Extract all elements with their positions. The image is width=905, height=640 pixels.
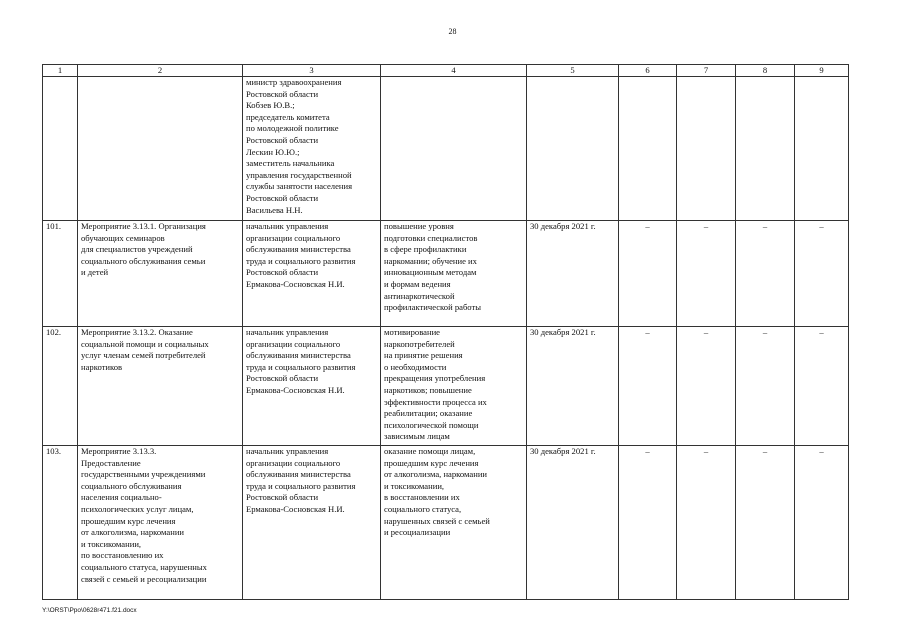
event-cell-line: прошедшим курс лечения: [81, 515, 176, 526]
col8-cell: –: [736, 221, 795, 327]
result-cell-line: нарушенных связей с семьей: [384, 515, 490, 526]
col7-cell: [677, 77, 736, 221]
col8-cell: [736, 77, 795, 221]
responsible-cell: [243, 221, 381, 327]
result-cell-line: наркотиков; повышение: [384, 384, 472, 395]
col8-cell: –: [736, 327, 795, 446]
result-cell-line: оказание помощи лицам,: [384, 446, 476, 456]
row-number-cell: 101.: [43, 221, 78, 327]
event-cell-line: социальной помощи и социальных: [81, 338, 209, 349]
result-cell-line: в восстановлении их: [384, 492, 460, 503]
event-cell: [78, 221, 243, 327]
deadline-cell: 30 декабря 2021 г.: [527, 446, 619, 600]
result-cell-line: повышение уровня: [384, 221, 454, 231]
table-row: [43, 446, 849, 600]
responsible-cell-line: обслуживания министерства: [246, 350, 351, 361]
responsible-cell-line: Ростовской области: [246, 88, 319, 99]
event-cell-line: психологических услуг лицам,: [81, 503, 194, 514]
responsible-cell-line: обслуживания министерства: [246, 469, 351, 480]
event-cell-line: от алкоголизма, наркомании: [81, 527, 185, 538]
column-header: 9: [795, 65, 849, 77]
responsible-cell: [243, 77, 381, 221]
col6-cell: –: [619, 446, 677, 600]
responsible-cell-line: Ермакова-Сосновская Н.И.: [246, 384, 345, 395]
column-header: 2: [78, 65, 243, 77]
page-number: 28: [448, 27, 457, 36]
responsible-cell-line: Ермакова-Сосновская Н.И.: [246, 503, 345, 514]
event-cell-line: населения социально-: [81, 492, 162, 503]
responsible-cell-line: заместитель начальника: [246, 158, 335, 169]
result-cell-line: и ресоциализации: [384, 527, 451, 538]
result-cell-line: подготовки специалистов: [384, 232, 478, 243]
responsible-cell-line: Ростовской области: [246, 373, 319, 384]
row-number-cell: 103.: [43, 446, 78, 600]
event-cell-line: государственными учреждениями: [81, 469, 206, 480]
responsible-cell-line: труда и социального развития: [246, 361, 356, 372]
event-cell-line: обучающих семинаров: [81, 232, 165, 243]
responsible-cell-line: Ростовской области: [246, 192, 319, 203]
result-cell-line: прошедшим курс лечения: [384, 457, 479, 468]
event-cell: [78, 77, 243, 221]
column-header: 4: [381, 65, 527, 77]
responsible-cell-line: Ермакова-Сосновская Н.И.: [246, 278, 345, 289]
event-cell: [78, 327, 243, 446]
result-cell-line: инновационным методам: [384, 267, 477, 278]
result-cell: [381, 446, 527, 600]
responsible-cell-line: Ростовской области: [246, 267, 319, 278]
responsible-cell-line: обслуживания министерства: [246, 244, 351, 255]
responsible-cell-line: труда и социального развития: [246, 480, 356, 491]
result-cell: [381, 77, 527, 221]
event-cell-line: Мероприятие 3.13.1. Организация: [81, 221, 206, 231]
event-cell-line: Мероприятие 3.13.3.: [81, 446, 157, 456]
result-cell-line: и формам ведения: [384, 278, 451, 289]
responsible-cell: [243, 446, 381, 600]
col9-cell: [795, 77, 849, 221]
table-row: [43, 221, 849, 327]
result-cell-line: психологической помощи: [384, 419, 479, 430]
event-cell-line: по восстановлению их: [81, 550, 164, 561]
event-cell-line: Предоставление: [81, 457, 141, 468]
deadline-cell: [527, 77, 619, 221]
responsible-cell-line: Лескин Ю.Ю.;: [246, 146, 300, 157]
col7-cell: –: [677, 221, 736, 327]
deadline-cell: 30 декабря 2021 г.: [527, 221, 619, 327]
result-cell-line: эффективности процесса их: [384, 396, 487, 407]
responsible-cell-line: начальник управления: [246, 221, 329, 231]
result-cell: [381, 221, 527, 327]
responsible-cell-line: организации социального: [246, 232, 341, 243]
deadline-cell: 30 декабря 2021 г.: [527, 327, 619, 446]
row-number-cell: [43, 77, 78, 221]
responsible-cell-line: организации социального: [246, 457, 341, 468]
responsible-cell-line: управления государственной: [246, 169, 352, 180]
result-cell-line: на принятие решения: [384, 350, 463, 361]
result-cell-line: профилактической работы: [384, 302, 482, 313]
event-cell-line: услуг членам семей потребителей: [81, 350, 206, 361]
responsible-cell-line: Ростовской области: [246, 492, 319, 503]
column-header: 7: [677, 65, 736, 77]
event-cell-line: для специалистов учреждений: [81, 244, 193, 255]
responsible-cell-line: труда и социального развития: [246, 255, 356, 266]
col6-cell: –: [619, 327, 677, 446]
result-cell-line: зависимым лицам: [384, 431, 450, 442]
responsible-cell-line: министр здравоохранения: [246, 77, 342, 87]
file-path-footer: Y:\ORST\Ppo\0628r471.f21.docx: [42, 607, 137, 614]
header-row: [43, 65, 849, 77]
responsible-cell-line: Васильева Н.Н.: [246, 204, 303, 215]
col7-cell: –: [677, 446, 736, 600]
col9-cell: –: [795, 221, 849, 327]
col7-cell: –: [677, 327, 736, 446]
event-cell-line: социального обслуживания: [81, 480, 182, 491]
column-header: 1: [43, 65, 78, 77]
event-cell-line: социального обслуживания семьи: [81, 255, 206, 266]
event-cell-line: и токсикомании,: [81, 538, 142, 549]
col9-cell: –: [795, 446, 849, 600]
table-row: [43, 77, 849, 221]
event-cell-line: социального статуса, нарушенных: [81, 561, 207, 572]
responsible-cell-line: организации социального: [246, 338, 341, 349]
result-cell-line: наркомании; обучение их: [384, 255, 477, 266]
col6-cell: –: [619, 221, 677, 327]
responsible-cell-line: Кобзев Ю.В.;: [246, 100, 295, 111]
col6-cell: [619, 77, 677, 221]
result-cell-line: от алкоголизма, наркомании: [384, 469, 488, 480]
responsible-cell: [243, 327, 381, 446]
responsible-cell-line: по молодежной политике: [246, 123, 339, 134]
col8-cell: –: [736, 446, 795, 600]
result-cell-line: социального статуса,: [384, 503, 462, 514]
responsible-cell-line: начальник управления: [246, 327, 329, 337]
event-cell: [78, 446, 243, 600]
responsible-cell-line: председатель комитета: [246, 111, 330, 122]
column-header: 8: [736, 65, 795, 77]
event-cell-line: связей с семьей и ресоциализации: [81, 573, 207, 584]
responsible-cell-line: Ростовской области: [246, 134, 319, 145]
event-cell-line: наркотиков: [81, 361, 123, 372]
event-cell-line: и детей: [81, 267, 109, 278]
result-cell-line: прекращения употребления: [384, 373, 486, 384]
result-cell-line: мотивирование: [384, 327, 440, 337]
table-row: [43, 327, 849, 446]
responsible-cell-line: начальник управления: [246, 446, 329, 456]
responsible-cell-line: службы занятости населения: [246, 181, 353, 192]
column-header: 6: [619, 65, 677, 77]
events-table: [42, 64, 849, 600]
column-header: 3: [243, 65, 381, 77]
event-cell-line: Мероприятие 3.13.2. Оказание: [81, 327, 193, 337]
row-number-cell: 102.: [43, 327, 78, 446]
result-cell-line: о необходимости: [384, 361, 447, 372]
result-cell-line: реабилитации; оказание: [384, 408, 473, 419]
result-cell-line: антинаркотической: [384, 290, 455, 301]
result-cell-line: и токсикомании,: [384, 480, 445, 491]
column-header: 5: [527, 65, 619, 77]
result-cell: [381, 327, 527, 446]
result-cell-line: в сфере профилактики: [384, 244, 467, 255]
col9-cell: –: [795, 327, 849, 446]
result-cell-line: наркопотребителей: [384, 338, 455, 349]
